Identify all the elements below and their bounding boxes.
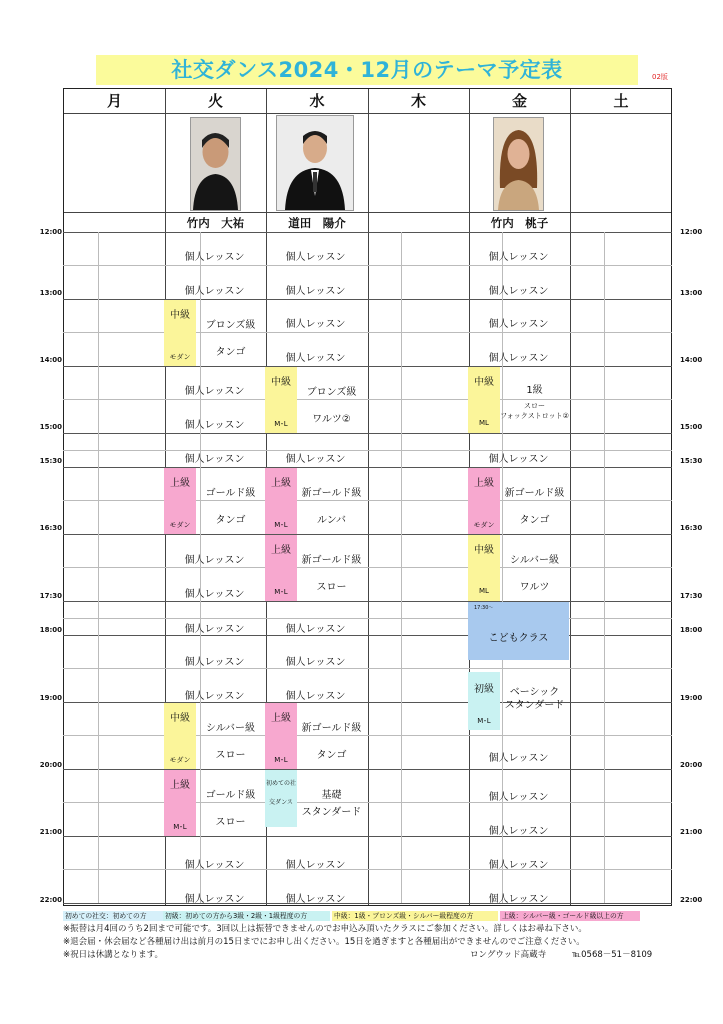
legend-advanced: 上級：シルバー級・ゴールド級以上の方 [500,911,640,921]
class-name: シルバー級 [509,555,560,566]
time-label-left: 14:00 [39,356,62,364]
private-lesson: 個人レッスン [488,319,549,330]
private-lesson: 個人レッスン [488,792,549,803]
time-label-left: 22:00 [39,896,62,904]
teacher-photo-friday [493,117,544,211]
class-dance: スロー [316,582,347,593]
row-divider [63,769,672,770]
time-label-right: 22:00 [680,896,703,904]
class-name: ゴールド級 [205,488,256,499]
row-divider [63,635,672,636]
row-divider [63,433,672,434]
genre-tag: M･L [477,717,491,725]
time-label-left: 21:00 [39,828,62,836]
level-label: 初級 [474,684,494,695]
class-name: 新ゴールド級 [301,488,362,499]
row-divider [63,467,672,468]
time-label-left: 15:00 [39,423,62,431]
note-transfer: ※振替は月4回のうち2回まで可能です。3回以上は振替できませんのでお申込み頂いたクラスにご参加ください。詳しくはお尋ね下さい。 [63,924,587,934]
row-subdivider [63,735,672,736]
class-name: シルバー級 [205,723,256,734]
private-lesson: 個人レッスン [488,753,549,764]
row-subdivider [63,450,672,451]
class-dance: スロー フォックストロット② [500,402,569,420]
private-lesson: 個人レッスン [184,894,245,905]
private-lesson: 個人レッスン [184,420,245,431]
private-lesson: 個人レッスン [184,691,245,702]
row-divider [63,232,672,233]
level-badge [164,703,196,769]
time-label-right: 14:00 [680,356,703,364]
row-subdivider [63,869,672,870]
private-lesson: 個人レッスン [285,286,346,297]
class-dance: タンゴ [316,750,347,761]
row-subdivider [63,265,672,266]
level-label: 上級 [170,478,190,489]
level-label: 上級 [170,780,190,791]
day-monday: 月 [106,92,122,110]
level-badge [468,367,500,433]
kids-class-name: こどもクラス [488,633,549,644]
level-badge [265,367,297,433]
genre-tag: M･L [274,588,288,596]
row-divider [63,903,672,904]
private-lesson: 個人レッスン [184,589,245,600]
private-lesson: 個人レッスン [184,252,245,263]
kids-class-time: 17:30～ [474,605,494,611]
level-label: 上級 [474,478,494,489]
column-guide [98,232,99,903]
class-dance: ルンバ [316,515,347,526]
level-label: 上級 [271,478,291,489]
legend-elementary: 初級：初めての方から3級・2級・1級程度の方 [163,911,330,921]
class-name: 基礎 スタンダード [301,790,362,818]
time-label-right: 12:00 [680,228,703,236]
level-label: 中級 [170,713,190,724]
class-name: ゴールド級 [205,790,256,801]
time-label-right: 17:30 [680,592,703,600]
time-label-right: 20:00 [680,761,703,769]
level-badge [468,535,500,601]
class-dance: タンゴ [215,515,246,526]
genre-tag: モダン [169,756,191,764]
level-label: 中級 [271,377,291,388]
teacher-photo-wednesday [276,115,354,211]
level-label: 中級 [170,310,190,321]
row-subdivider [63,802,672,803]
genre-tag: ML [479,419,489,427]
private-lesson: 個人レッスン [488,860,549,871]
private-lesson: 個人レッスン [184,286,245,297]
class-name: 新ゴールド級 [504,488,565,499]
kids-class-block [468,602,569,660]
row-subdivider [63,500,672,501]
row-subdivider [63,332,672,333]
private-lesson: 個人レッスン [285,691,346,702]
time-label-right: 15:30 [680,457,703,465]
time-label-left: 19:00 [39,694,62,702]
legend-intermediate: 中級：1級・ブロンズ級・シルバー級程度の方 [332,911,498,921]
private-lesson: 個人レッスン [285,319,346,330]
private-lesson: 個人レッスン [285,894,346,905]
time-label-left: 20:00 [39,761,62,769]
legend-beginner-social: 初めての社交：初めての方 [63,911,163,921]
level-label: 中級 [474,377,494,388]
private-lesson: 個人レッスン [285,657,346,668]
time-label-left: 15:30 [39,457,62,465]
class-name: ブロンズ級 [306,387,357,398]
day-wednesday: 水 [309,92,325,110]
private-lesson: 個人レッスン [285,252,346,263]
genre-tag: M･L [274,420,288,428]
time-label-left: 18:00 [39,626,62,634]
private-lesson: 個人レッスン [184,386,245,397]
time-label-right: 18:00 [680,626,703,634]
row-subdivider [63,618,672,619]
row-divider [63,836,672,837]
schedule-grid [63,88,672,906]
class-name: 新ゴールド級 [301,555,362,566]
column-guide [604,232,605,903]
private-lesson: 個人レッスン [184,657,245,668]
level-badge-beginner [468,672,500,730]
row-divider [63,366,672,367]
day-tuesday: 火 [207,92,223,110]
row-subdivider [63,399,672,400]
version-label: 02版 [652,73,668,81]
genre-tag: ML [479,587,489,595]
class-dance: ワルツ② [312,414,351,425]
private-lesson: 個人レッスン [488,894,549,905]
day-saturday: 土 [613,92,629,110]
class-dance: タンゴ [519,515,550,526]
row-divider [63,702,672,703]
level-label: 上級 [271,713,291,724]
note-withdrawal: ※退会届・休会届など各種届け出は前月の15日までにお申し出ください。15日を過ぎますと各種届出ができませんのでご注意ください。 [63,937,585,947]
private-lesson: 個人レッスン [285,454,346,465]
time-label-right: 16:30 [680,524,703,532]
private-lesson: 個人レッスン [184,454,245,465]
time-label-right: 13:00 [680,289,703,297]
level-badge [164,300,196,366]
genre-tag: モダン [169,353,191,361]
day-friday: 金 [511,92,527,110]
private-lesson: 個人レッスン [285,624,346,635]
level-label: 中級 [474,545,494,556]
time-label-right: 15:00 [680,423,703,431]
private-lesson: 個人レッスン [285,860,346,871]
day-thursday: 木 [410,92,426,110]
footer-tel: ℡0568－51－8109 [572,950,653,960]
class-dance: スロー [215,817,246,828]
footer-studio: ロングウッド高蔵寺 [470,950,547,960]
class-name: 1級 [526,385,543,396]
time-label-right: 19:00 [680,694,703,702]
class-name: ベーシック スタンダード [504,687,565,711]
row-divider [63,601,672,602]
row-divider [63,534,672,535]
teacher-name-friday: 竹内 桃子 [490,216,549,230]
column-guide [401,232,402,903]
private-lesson: 個人レッスン [488,454,549,465]
time-label-left: 12:00 [39,228,62,236]
level-badge [468,468,500,534]
level-badge [265,703,297,769]
teacher-photo-tuesday [190,117,241,211]
private-lesson: 個人レッスン [184,555,245,566]
genre-tag: M･L [274,756,288,764]
level-label: 上級 [271,545,291,556]
level-badge [265,468,297,534]
private-lesson: 個人レッスン [184,624,245,635]
column-guide [200,232,201,903]
teacher-name-wednesday: 道田 陽介 [288,216,346,230]
level-label: 初めての社交ダンス [265,780,296,806]
time-label-right: 21:00 [680,828,703,836]
level-badge [164,468,196,534]
genre-tag: モダン [169,521,191,529]
level-badge-first-time [265,770,297,827]
time-label-left: 16:30 [39,524,62,532]
private-lesson: 個人レッスン [184,860,245,871]
note-holiday: ※祝日は休講となります。 [63,950,163,960]
level-badge [265,535,297,601]
class-dance: タンゴ [215,347,246,358]
class-name: ブロンズ級 [205,320,256,331]
private-lesson: 個人レッスン [488,353,549,364]
time-label-left: 13:00 [39,289,62,297]
private-lesson: 個人レッスン [488,286,549,297]
time-label-left: 17:30 [39,592,62,600]
teacher-name-tuesday: 竹内 大祐 [186,216,245,230]
genre-tag: M･L [173,823,187,831]
level-badge [164,770,196,836]
row-subdivider [63,668,672,669]
row-subdivider [63,567,672,568]
genre-tag: M･L [274,521,288,529]
class-dance: スロー [215,750,246,761]
row-divider [63,299,672,300]
private-lesson: 個人レッスン [488,252,549,263]
page-title: 社交ダンス2024・12月のテーマ予定表 [171,58,563,82]
class-name: 新ゴールド級 [301,723,362,734]
class-dance: ワルツ [519,582,550,593]
private-lesson: 個人レッスン [488,826,549,837]
genre-tag: モダン [473,521,495,529]
private-lesson: 個人レッスン [285,353,346,364]
